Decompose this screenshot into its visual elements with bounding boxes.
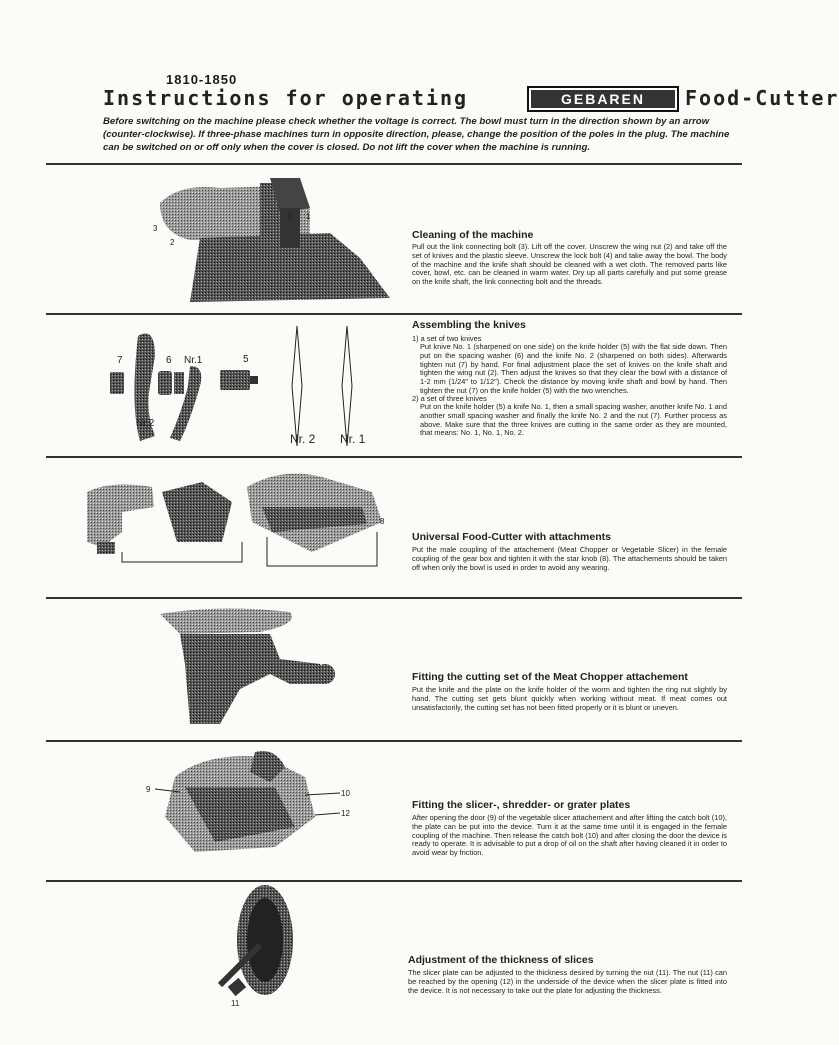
part-label-10: 10 xyxy=(341,789,350,798)
part-label-2: 2 xyxy=(170,238,175,247)
knife-label-nr2-large: Nr. 2 xyxy=(290,432,316,446)
slicer-illustration xyxy=(155,747,345,867)
section-title-adjustment: Adjustment of the thickness of slices xyxy=(408,954,594,966)
section-body-meat-chopper: Put the knife and the plate on the knife holder of the worm and tighten the ring nut slightly by hand. The cutting set gets blunt quickly when working without meat. If meat comes out unsatisfactorily, the cutting set has not been fitted properly or it is blunt or uneven. xyxy=(412,685,727,712)
part-label-12: 12 xyxy=(341,809,350,818)
section-divider xyxy=(46,313,742,315)
intro-paragraph: Before switching on the machine please check whether the voltage is correct. The bowl must turn in the direction shown by an arrow (counter-clockwise). If three-phase machines turn in opposite direction, please, change the position of the poles in the plug. The machine can be switched on or off only when the cover is closed. Do not lift the cover when the machine is running. xyxy=(103,116,730,153)
brand-logo: GEBAREN xyxy=(527,86,679,112)
meat-chopper-illustration xyxy=(160,604,340,732)
attachments-illustration xyxy=(82,462,392,574)
knife-label-nr1: Nr.1 xyxy=(184,355,203,366)
assembling-a-head: 1) a set of two knives xyxy=(412,334,482,343)
part-label-3: 3 xyxy=(153,224,158,233)
part-label-4: 4 xyxy=(287,212,292,221)
part-label-9: 9 xyxy=(146,785,151,794)
part-label-11: 11 xyxy=(231,999,240,1008)
section-body-cleaning: Pull out the link connecting bolt (3). Lift off the cover. Unscrew the wing nut (2) and take off the set of knives and the plastic sleeve. Unscrew the lock bolt (4) and take away the bowl. The body of the machine and the knife shaft should be cleaned with a wet cloth. The removed parts like cover, bowl, etc. can be cleaned in warm water. Dry up all parts carefully and put some grease on the knife shaft, the link connecting bolt and the threads. xyxy=(412,242,727,287)
part-label-5: 5 xyxy=(243,354,249,365)
title-part-1: Instructions for operating xyxy=(103,86,469,110)
section-divider xyxy=(46,163,742,165)
title-part-2: Food-Cutter xyxy=(685,86,839,110)
section-body-slicer: After opening the door (9) of the vegetable slicer attachement and after lifting the catch bolt (10), the plate can be put into the device. Turn it at the same time until it is engaged in the female coupling of the machine. Then release the catch bolt (10) and after closing the door the device is ready to operate. It is advisable to put a drop of oil on the shaft after having cleaned it in order to avoid wear by friction. xyxy=(412,813,727,858)
machine-illustration xyxy=(160,178,400,306)
section-body-adjustment: The slicer plate can be adjusted to the thickness desired by turning the nut (11). The nut (11) can be reached by the opening (12) in the underside of the device when the slicer plate is fitted into the device. It is not necessary to take out the plate for adjusting the thickness. xyxy=(408,968,727,995)
section-divider xyxy=(46,456,742,458)
model-number: 1810-1850 xyxy=(166,72,238,87)
part-label-1: 1 xyxy=(306,212,311,221)
section-body-universal: Put the male coupling of the attachement (Meat Chopper or Vegetable Slicer) in the female coupling of the gear box and tighten it with the star knob (8). The attachements should be taken off when only the bowl is used in order to avoid any wearing. xyxy=(412,545,727,572)
section-title-universal: Universal Food-Cutter with attachments xyxy=(412,531,611,543)
part-label-7: 7 xyxy=(117,355,123,366)
section-divider xyxy=(46,597,742,599)
part-label-6: 6 xyxy=(166,355,172,366)
document-title xyxy=(103,86,839,112)
assembling-a-body: Put knive No. 1 (sharpened on one side) on the knife holder (5) with the flat side down. Then put on the spacing washer (6) and the knife No. 2 (sharpened on both sides). Afterwards tighten nut (7) by hand. For final adjustment place the set of knives on the knife shaft and tighten the wing nut (2). Then adjust the knives so that they clear the bowl with a distance of 1-2 mm (1/24" to 1/12"). Check the distance by moving knife shaft and bowl by hand. Then tighten the nut (7) on the knife holder (5) with the two wrenches. xyxy=(420,342,727,395)
slicer-plate-illustration xyxy=(195,885,305,1010)
knife-label-nr1-large: Nr. 1 xyxy=(340,432,366,446)
assembling-b-head: 2) a set of three knives xyxy=(412,394,487,403)
part-label-8: 8 xyxy=(380,517,385,526)
section-title-assembling: Assembling the knives xyxy=(412,319,526,331)
section-divider xyxy=(46,740,742,742)
section-title-meat-chopper: Fitting the cutting set of the Meat Chopper attachement xyxy=(412,671,688,683)
assembling-b-body: Put on the knife holder (5) a knife No. 1, then a small spacing washer, another knife No. 1 and another small spacing washer and finally the knife No. 2 and the nut (7). Further process as above. Make sure that the three knives are cutting in the same order as they are mounted, that means: No. 1, No. 1, No. 2. xyxy=(420,402,727,438)
section-title-slicer: Fitting the slicer-, shredder- or grater plates xyxy=(412,799,631,811)
section-title-cleaning: Cleaning of the machine xyxy=(412,229,534,241)
knife-label-nr2: Nr.2 xyxy=(136,418,155,429)
section-divider xyxy=(46,880,742,882)
